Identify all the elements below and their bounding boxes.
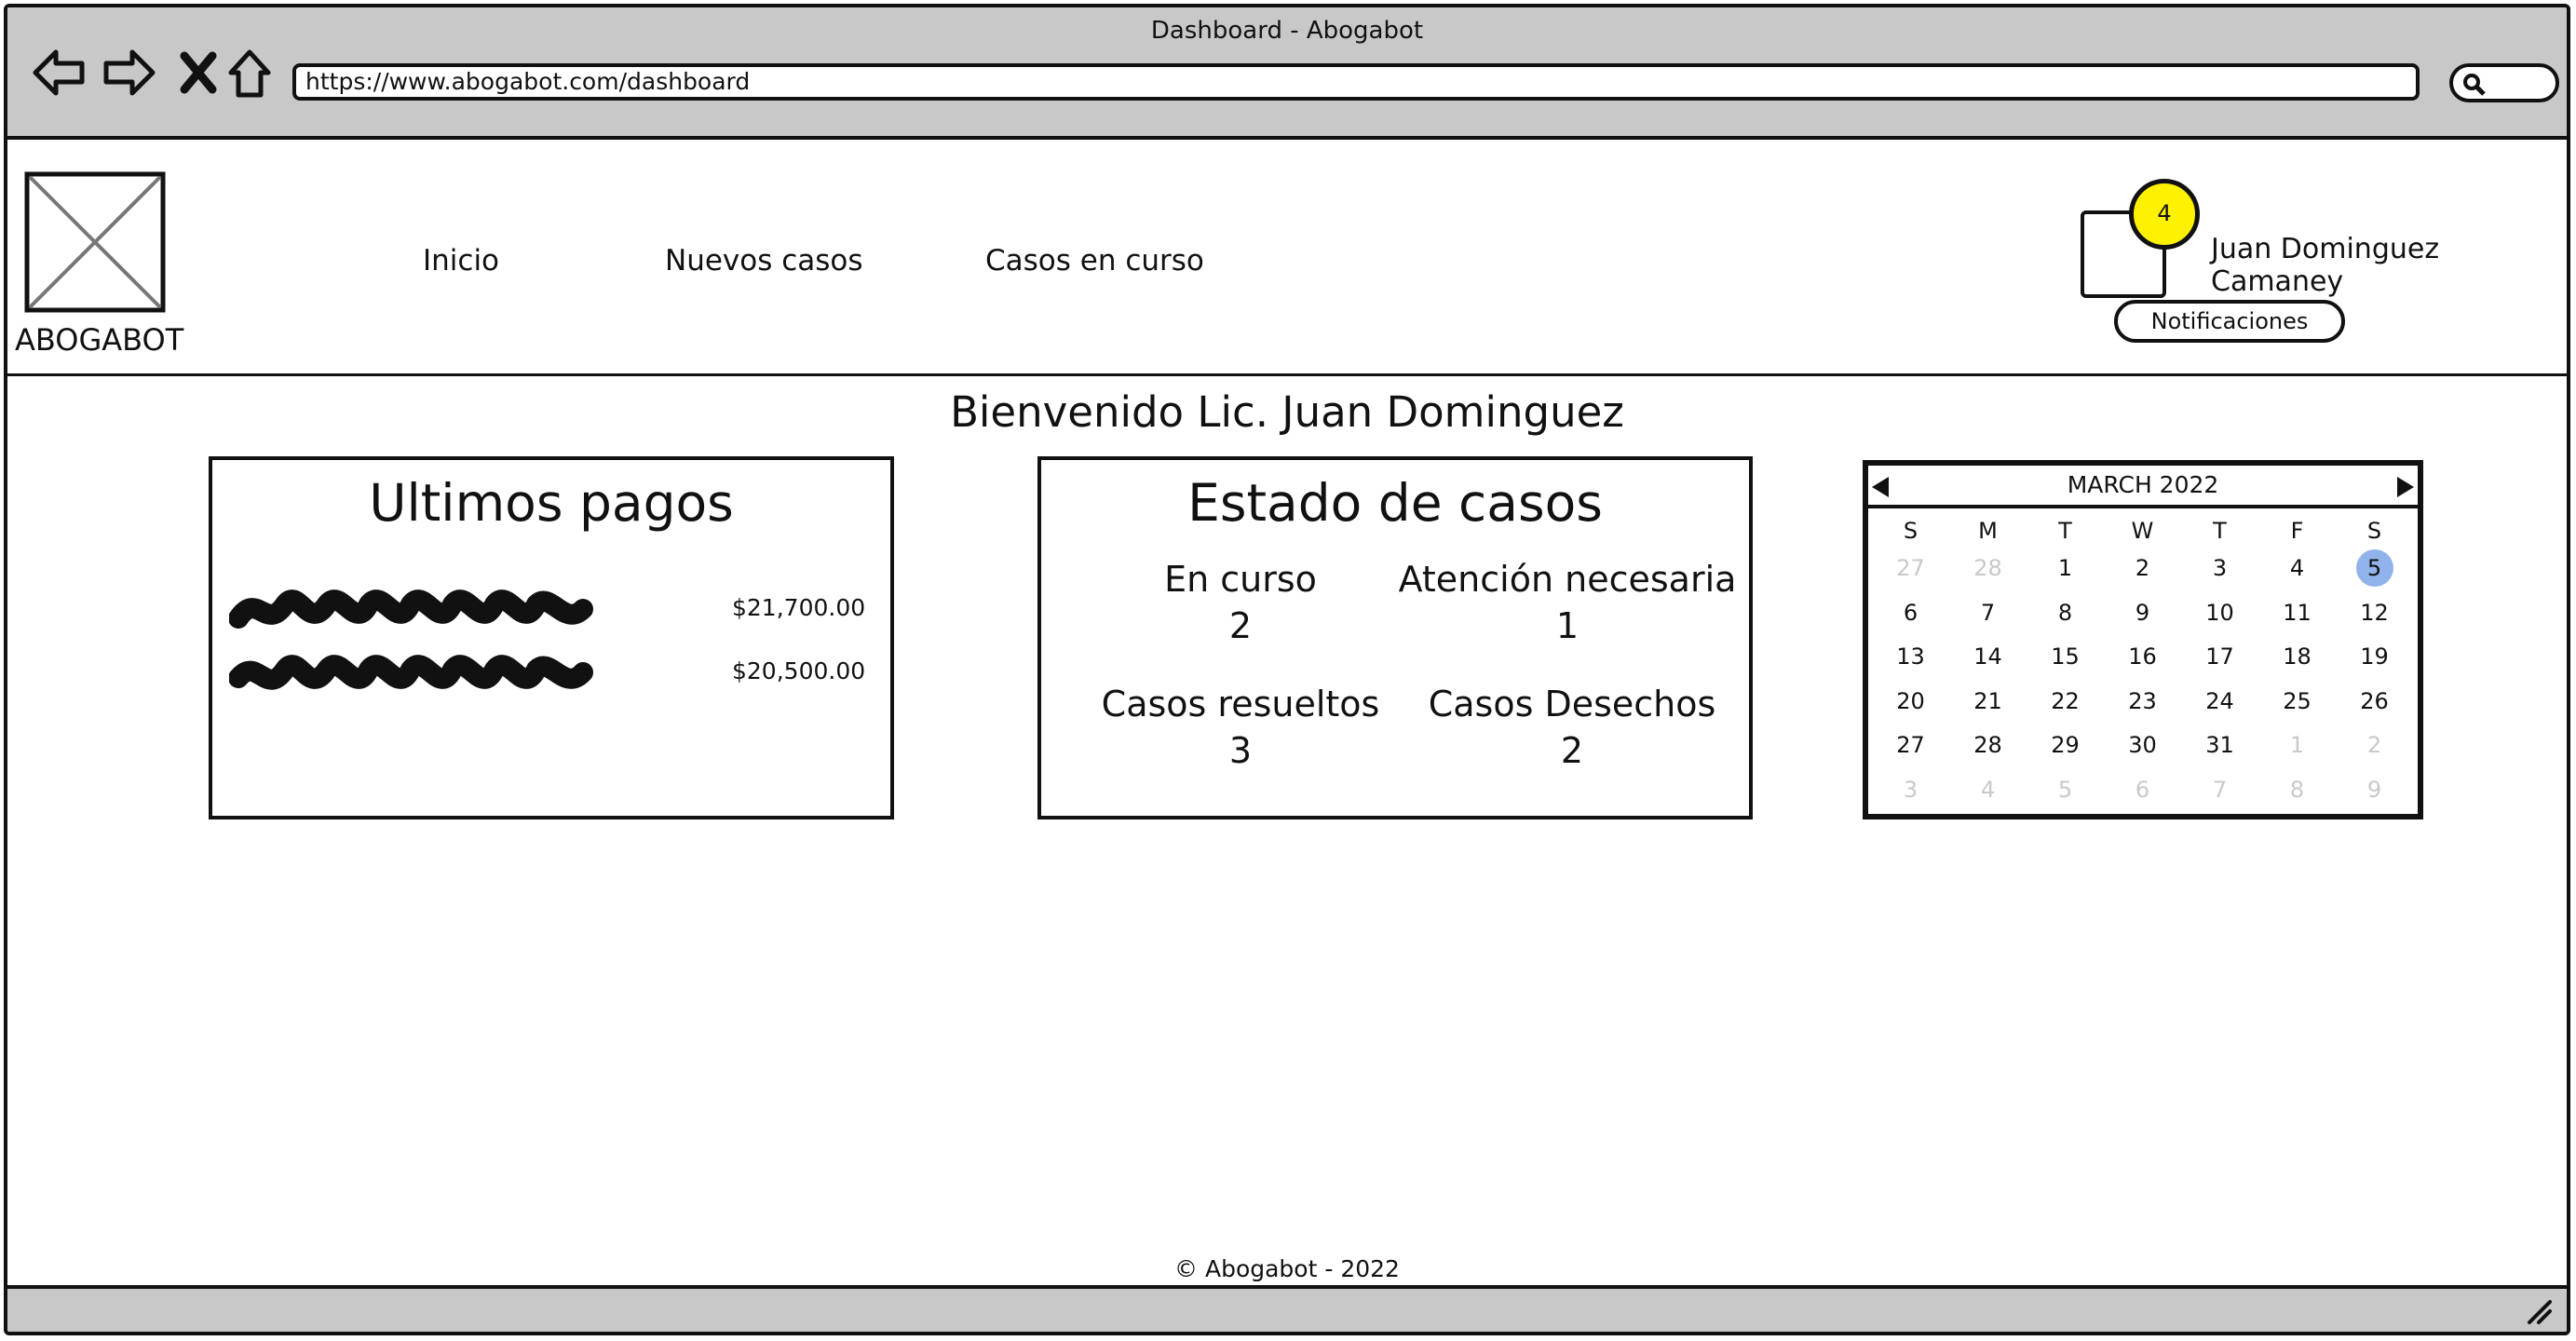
calendar-day[interactable]: 9 — [2135, 599, 2150, 626]
calendar-day[interactable]: 12 — [2360, 599, 2389, 626]
calendar-day[interactable]: 2 — [2135, 555, 2150, 581]
payment-row — [229, 581, 881, 637]
payment-amount: $21,700.00 — [732, 594, 866, 621]
calendar-header — [1868, 466, 2418, 508]
back-arrow-icon[interactable] — [32, 45, 88, 101]
calendar-weekday-row — [1872, 514, 2414, 548]
calendar-day[interactable]: 17 — [2205, 643, 2234, 670]
nav-inicio[interactable]: Inicio — [423, 244, 500, 278]
calendar-grid — [1872, 514, 2414, 813]
payments-panel — [209, 456, 894, 820]
weekday-label: T — [2058, 518, 2072, 544]
calendar-day[interactable]: 10 — [2205, 599, 2234, 626]
notifications-tooltip: Notificaciones — [2114, 300, 2345, 343]
calendar-day[interactable]: 15 — [2051, 643, 2080, 670]
calendar-day[interactable]: 8 — [2057, 599, 2073, 626]
stat-casos-desechos[interactable] — [1404, 684, 1740, 771]
stat-value: 1 — [1555, 605, 1579, 646]
stat-casos-resueltos[interactable] — [1073, 684, 1408, 771]
browser-search-field[interactable] — [2449, 63, 2559, 102]
payments-title: Ultimos pagos — [369, 473, 734, 533]
welcome-heading: Bienvenido Lic. Juan Dominguez — [950, 387, 1624, 437]
stat-atencion-necesaria[interactable] — [1395, 559, 1740, 646]
weekday-label: M — [1978, 518, 1998, 544]
footer-copyright: © Abogabot - 2022 — [1174, 1255, 1400, 1282]
home-icon[interactable] — [222, 45, 278, 101]
stat-en-curso[interactable] — [1073, 559, 1408, 646]
nav-nuevos-casos[interactable]: Nuevos casos — [665, 244, 863, 278]
calendar — [1863, 460, 2423, 820]
window-title: Dashboard - Abogabot — [1150, 17, 1424, 45]
stat-value: 2 — [1228, 605, 1253, 646]
redacted-scribble-icon — [229, 646, 602, 702]
weekday-label: S — [2366, 518, 2382, 544]
url-input[interactable]: https://www.abogabot.com/dashboard — [292, 63, 2420, 101]
calendar-week — [1872, 548, 2414, 592]
logo-text: ABOGABOT — [15, 322, 184, 358]
redacted-scribble-icon — [229, 581, 602, 637]
calendar-week — [1872, 769, 2414, 814]
cases-status-panel — [1037, 456, 1753, 820]
calendar-day[interactable]: 28 — [1973, 555, 2002, 581]
calendar-day[interactable]: 27 — [1896, 732, 1925, 758]
calendar-week — [1872, 681, 2414, 725]
stat-value: 3 — [1228, 730, 1253, 771]
calendar-day[interactable]: 20 — [1896, 687, 1925, 714]
stat-label: Casos resueltos — [1101, 684, 1380, 725]
calendar-day[interactable]: 7 — [1980, 599, 1996, 626]
calendar-day[interactable]: 21 — [1973, 687, 2002, 714]
calendar-day[interactable]: 25 — [2283, 687, 2312, 714]
resize-grip-icon[interactable] — [2524, 1296, 2554, 1326]
weekday-label: T — [2213, 518, 2227, 544]
stat-value: 2 — [1560, 730, 1584, 771]
calendar-day[interactable]: 8 — [2289, 776, 2305, 803]
calendar-day[interactable]: 6 — [2135, 776, 2150, 803]
calendar-day[interactable]: 1 — [2057, 555, 2073, 581]
calendar-day[interactable]: 2 — [2366, 732, 2382, 758]
calendar-day[interactable]: 4 — [1980, 776, 1996, 803]
calendar-prev-month-icon[interactable] — [1872, 477, 1889, 497]
nav-casos-en-curso[interactable]: Casos en curso — [985, 244, 1204, 278]
calendar-day[interactable]: 3 — [1903, 776, 1918, 803]
calendar-day[interactable]: 14 — [1973, 643, 2002, 670]
weekday-label: W — [2131, 518, 2154, 544]
calendar-day[interactable]: 26 — [2360, 687, 2389, 714]
calendar-day[interactable]: 23 — [2128, 687, 2157, 714]
calendar-day[interactable]: 4 — [2289, 555, 2305, 581]
calendar-day[interactable]: 31 — [2205, 732, 2234, 758]
stat-label: Casos Desechos — [1428, 684, 1716, 725]
calendar-day[interactable]: 3 — [2212, 555, 2228, 581]
notification-count-badge[interactable]: 4 — [2129, 179, 2200, 250]
logo-image-placeholder-icon[interactable] — [24, 171, 166, 313]
calendar-week — [1872, 636, 2414, 681]
forward-arrow-icon[interactable] — [101, 45, 156, 101]
payment-amount: $20,500.00 — [732, 657, 866, 684]
calendar-month-label: MARCH 2022 — [2067, 471, 2219, 498]
calendar-next-month-icon[interactable] — [2397, 477, 2414, 497]
calendar-day[interactable]: 16 — [2128, 643, 2157, 670]
calendar-day-selected[interactable]: 5 — [2336, 548, 2413, 592]
calendar-day[interactable]: 22 — [2051, 687, 2080, 714]
site-header — [7, 140, 2567, 376]
stat-label: Atención necesaria — [1398, 559, 1737, 600]
calendar-day[interactable]: 7 — [2212, 776, 2228, 803]
calendar-day[interactable]: 11 — [2283, 599, 2312, 626]
weekday-label: S — [1903, 518, 1918, 544]
calendar-day[interactable]: 1 — [2289, 732, 2305, 758]
calendar-day[interactable]: 19 — [2360, 643, 2389, 670]
calendar-day[interactable]: 24 — [2205, 687, 2234, 714]
calendar-day[interactable]: 5 — [2057, 776, 2073, 803]
calendar-day[interactable]: 27 — [1896, 555, 1925, 581]
weekday-label: F — [2290, 518, 2304, 544]
calendar-day[interactable]: 30 — [2128, 732, 2157, 758]
calendar-day[interactable]: 29 — [2051, 732, 2080, 758]
search-icon — [2462, 73, 2487, 97]
calendar-week — [1872, 592, 2414, 637]
calendar-day[interactable]: 28 — [1973, 732, 2002, 758]
browser-toolbar — [7, 7, 2567, 140]
browser-window — [4, 4, 2570, 1335]
calendar-day[interactable]: 18 — [2283, 643, 2312, 670]
calendar-day[interactable]: 9 — [2366, 776, 2382, 803]
calendar-day[interactable]: 6 — [1903, 599, 1918, 626]
stat-label: En curso — [1164, 559, 1317, 600]
user-name[interactable]: Juan Dominguez Camaney — [2211, 233, 2440, 298]
calendar-day[interactable]: 13 — [1896, 643, 1925, 670]
browser-status-bar — [7, 1285, 2567, 1332]
payment-row — [229, 646, 881, 702]
close-icon[interactable] — [171, 45, 227, 101]
cases-status-title: Estado de casos — [1187, 473, 1603, 533]
calendar-week — [1872, 725, 2414, 769]
